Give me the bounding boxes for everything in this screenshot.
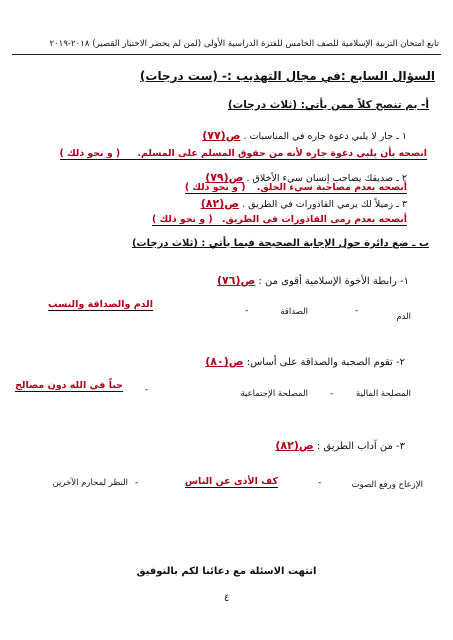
b1-option-1: الدم: [396, 312, 411, 322]
page-ref: ص(٧٦): [216, 274, 256, 287]
header-rule: [12, 54, 441, 55]
part-b-heading: ب ـ ضع دائرة حول الإجابة الصحيحة فيما يأتي : (ثلاث درجات): [131, 238, 429, 249]
b-question-1: ١- رابطة الأخوة الإسلامية أقوى من : ص(٧٦): [216, 274, 409, 287]
separator: -: [330, 389, 334, 399]
item-1-answer: انصحه بأن يلبي دعوة جاره لأنه من حقوق المسلم على المسلم. ( و نحو ذلك ): [59, 148, 427, 159]
question-title: السؤال السابع :في مجال التهذيب :- (ست درجات): [139, 69, 435, 83]
b3-option-2-correct: كف الأذى عن الناس: [184, 476, 278, 487]
part-a-heading: أ- بم تنصح كلاً ممن يأتي: (ثلاث درجات): [227, 99, 429, 111]
separator: -: [318, 478, 322, 488]
item-1-text: ١ ـ جار لا يلبي دعوة جاره في المناسبات . ص(٧٧): [202, 129, 407, 142]
b3-option-1: الإزعاج ورفع الصوت: [351, 480, 423, 490]
page-ref: ص(٧٧): [202, 129, 241, 142]
b2-option-3-correct: حباً في الله دون مصالح: [15, 380, 123, 391]
item-2-answer: أنصحه بعدم مصاحبة سيء الخلق. ( و نحو ذلك ): [184, 182, 407, 193]
b3-option-3: النظر لمحارم الآخرين: [52, 478, 128, 488]
page-ref: ص(٨٢): [275, 439, 314, 452]
item-3-text: ٣ ـ زميلاً لك يرمي القاذورات في الطريق . ص(٨٢): [200, 197, 407, 210]
item-2-text: ٢ ـ صديقك يصاحب إنسان سيء الأخلاق . ص(٧٩): [205, 171, 407, 184]
exam-header: تابع امتحان التربية الإسلامية للصف الخامس للفترة الدراسية الأولى (لمن لم يحضر الاختبار القصير) ٢٠١٨-٢٠١٩: [49, 39, 439, 49]
separator: -: [135, 478, 139, 488]
b2-option-2: المصلحة الإجتماعية: [240, 389, 308, 399]
page-ref: ص(٨٠): [205, 355, 244, 368]
b2-option-1: المصلحة المالية: [356, 389, 411, 399]
item-3-answer: أنصحه بعدم رمى القاذورات في الطريق. ( و نحو ذلك ): [152, 214, 407, 225]
separator: -: [145, 385, 149, 395]
b1-option-3-correct: الدم والصداقة والنسب: [47, 299, 153, 310]
page-number: ٤: [223, 593, 230, 604]
page-ref: ص(٧٩): [205, 171, 244, 184]
separator: -: [245, 306, 249, 316]
b1-option-2: الصداقة: [280, 307, 308, 317]
page-ref: ص(٨٢): [200, 197, 240, 210]
b-question-3: ٣- من آداب الطريق : ص(٨٢): [275, 439, 405, 452]
separator: -: [355, 306, 359, 316]
b-question-2: ٢- تقوم الصحبة والصداقة على أساس: ص(٨٠): [205, 355, 405, 368]
footer-closing: انتهت الاسئلة مع دعائنا لكم بالتوفيق: [136, 566, 317, 577]
